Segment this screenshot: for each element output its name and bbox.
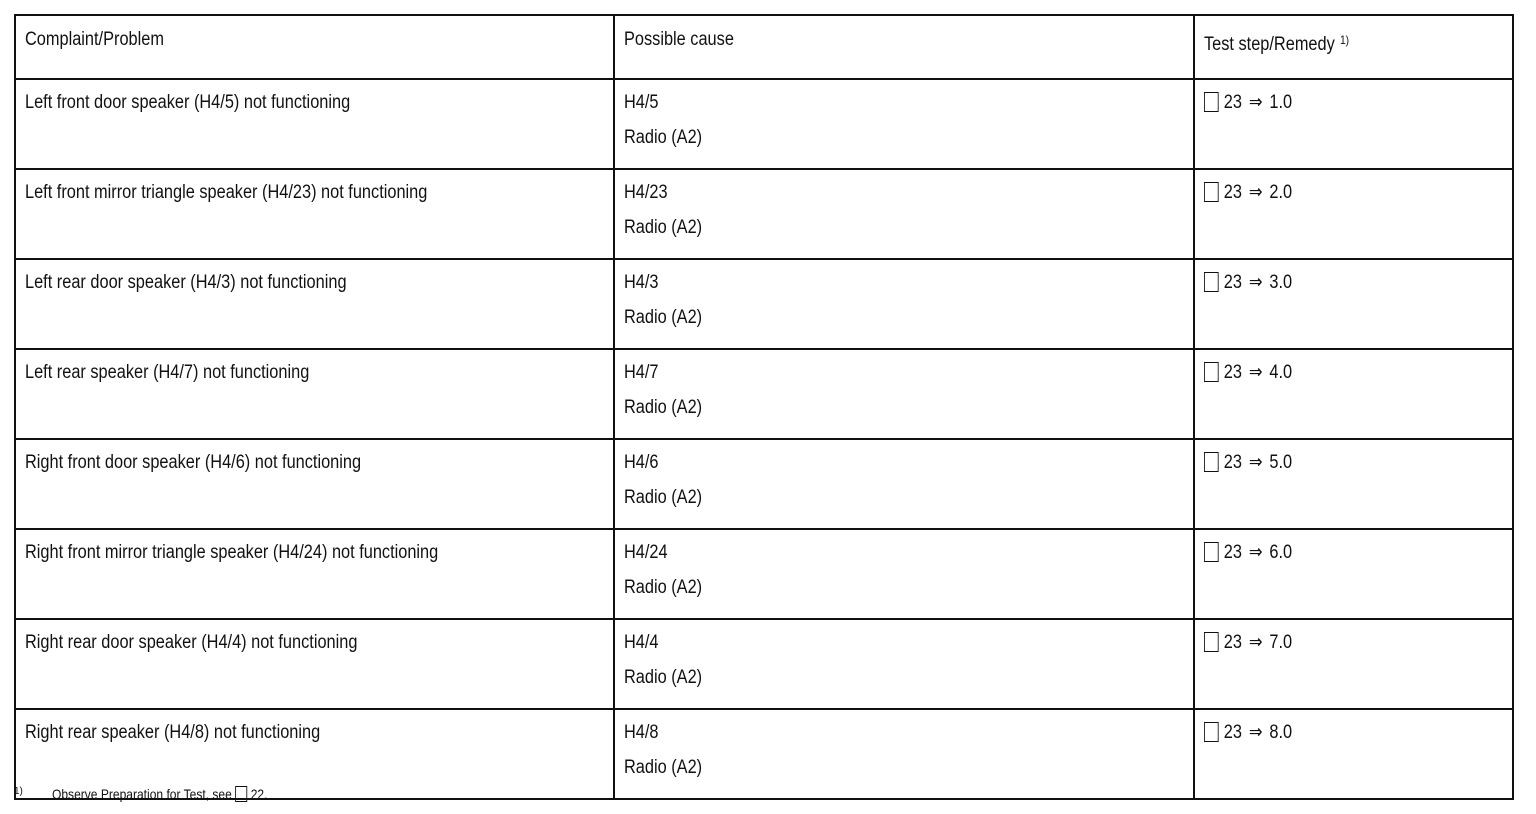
complaint-text: Left rear speaker (H4/7) not functioning	[25, 362, 310, 383]
page-reference-box-icon	[1204, 452, 1219, 472]
complaint-text: Right front mirror triangle speaker (H4/24) not functioning	[25, 542, 439, 563]
table-header-row	[15, 15, 1513, 79]
cause-component: H4/6	[624, 452, 659, 473]
table-row	[15, 529, 1513, 619]
remedy-cell	[1194, 259, 1513, 349]
footnote-text: Observe Preparation for Test, see	[52, 786, 232, 802]
complaint-cell	[15, 529, 614, 619]
complaint-cell	[15, 349, 614, 439]
remedy-step: 3.0	[1269, 272, 1293, 293]
table-row	[15, 79, 1513, 169]
footnote-mark: 1)	[14, 786, 23, 797]
arrow-right-icon: ⇒	[1248, 182, 1263, 203]
remedy-step: 4.0	[1269, 362, 1293, 383]
page-reference-box-icon	[235, 786, 247, 802]
cause-cell	[614, 439, 1194, 529]
remedy-ref: 23	[1223, 182, 1242, 203]
remedy-cell	[1194, 169, 1513, 259]
complaint-text: Left rear door speaker (H4/3) not functioning	[25, 272, 347, 293]
cause-component: H4/7	[624, 362, 659, 383]
cause-cell	[614, 169, 1194, 259]
cause-cell	[614, 529, 1194, 619]
footnote-ref: 22.	[250, 786, 268, 802]
complaint-text: Right front door speaker (H4/6) not functioning	[25, 452, 362, 473]
footnote	[14, 781, 303, 805]
page-reference-box-icon	[1204, 722, 1219, 742]
complaint-text: Left front door speaker (H4/5) not functioning	[25, 92, 351, 113]
header-cause	[614, 15, 1194, 79]
cause-radio: Radio (A2)	[624, 127, 703, 148]
remedy-ref: 23	[1223, 722, 1242, 743]
complaint-cell	[15, 619, 614, 709]
remedy-ref: 23	[1223, 632, 1242, 653]
remedy-cell	[1194, 439, 1513, 529]
cause-component: H4/23	[624, 182, 668, 203]
remedy-step: 2.0	[1269, 182, 1293, 203]
complaint-cell	[15, 439, 614, 529]
remedy-ref: 23	[1223, 452, 1242, 473]
table-row	[15, 349, 1513, 439]
remedy-step: 8.0	[1269, 722, 1293, 743]
cause-component: H4/3	[624, 272, 659, 293]
header-cause-label: Possible cause	[624, 29, 734, 50]
remedy-cell	[1194, 619, 1513, 709]
cause-component: H4/24	[624, 542, 668, 563]
header-complaint-label: Complaint/Problem	[25, 29, 164, 50]
arrow-right-icon: ⇒	[1248, 92, 1263, 113]
page-reference-box-icon	[1204, 182, 1219, 202]
complaint-cell	[15, 259, 614, 349]
page-reference-box-icon	[1204, 272, 1219, 292]
cause-radio: Radio (A2)	[624, 217, 703, 238]
cause-cell	[614, 619, 1194, 709]
header-remedy-footnote-mark: 1)	[1339, 33, 1350, 47]
table-row	[15, 619, 1513, 709]
page-reference-box-icon	[1204, 92, 1219, 112]
complaint-cell	[15, 169, 614, 259]
header-remedy	[1194, 15, 1513, 79]
page-reference-box-icon	[1204, 542, 1219, 562]
cause-component: H4/4	[624, 632, 659, 653]
remedy-ref: 23	[1223, 542, 1242, 563]
table-row	[15, 439, 1513, 529]
header-remedy-label: Test step/Remedy	[1204, 34, 1335, 55]
remedy-step: 1.0	[1269, 92, 1293, 113]
remedy-step: 5.0	[1269, 452, 1293, 473]
cause-cell	[614, 709, 1194, 799]
remedy-cell	[1194, 709, 1513, 799]
cause-cell	[614, 259, 1194, 349]
remedy-ref: 23	[1223, 272, 1242, 293]
remedy-cell	[1194, 349, 1513, 439]
complaint-cell	[15, 79, 614, 169]
header-complaint	[15, 15, 614, 79]
remedy-step: 6.0	[1269, 542, 1293, 563]
arrow-right-icon: ⇒	[1248, 632, 1263, 653]
remedy-step: 7.0	[1269, 632, 1293, 653]
remedy-cell	[1194, 79, 1513, 169]
arrow-right-icon: ⇒	[1248, 542, 1263, 563]
cause-radio: Radio (A2)	[624, 577, 703, 598]
table-row	[15, 259, 1513, 349]
table-row	[15, 169, 1513, 259]
complaint-text: Left front mirror triangle speaker (H4/23) not functioning	[25, 182, 428, 203]
troubleshooting-table	[14, 14, 1514, 800]
arrow-right-icon: ⇒	[1248, 452, 1263, 473]
cause-radio: Radio (A2)	[624, 487, 703, 508]
page-reference-box-icon	[1204, 632, 1219, 652]
complaint-text: Right rear door speaker (H4/4) not functioning	[25, 632, 358, 653]
cause-radio: Radio (A2)	[624, 757, 703, 778]
remedy-cell	[1194, 529, 1513, 619]
cause-radio: Radio (A2)	[624, 667, 703, 688]
cause-cell	[614, 349, 1194, 439]
arrow-right-icon: ⇒	[1248, 272, 1263, 293]
cause-component: H4/8	[624, 722, 659, 743]
remedy-ref: 23	[1223, 362, 1242, 383]
complaint-text: Right rear speaker (H4/8) not functioning	[25, 722, 321, 743]
page-reference-box-icon	[1204, 362, 1219, 382]
arrow-right-icon: ⇒	[1248, 722, 1263, 743]
cause-cell	[614, 79, 1194, 169]
arrow-right-icon: ⇒	[1248, 362, 1263, 383]
cause-radio: Radio (A2)	[624, 307, 703, 328]
cause-component: H4/5	[624, 92, 659, 113]
cause-radio: Radio (A2)	[624, 397, 703, 418]
remedy-ref: 23	[1223, 92, 1242, 113]
